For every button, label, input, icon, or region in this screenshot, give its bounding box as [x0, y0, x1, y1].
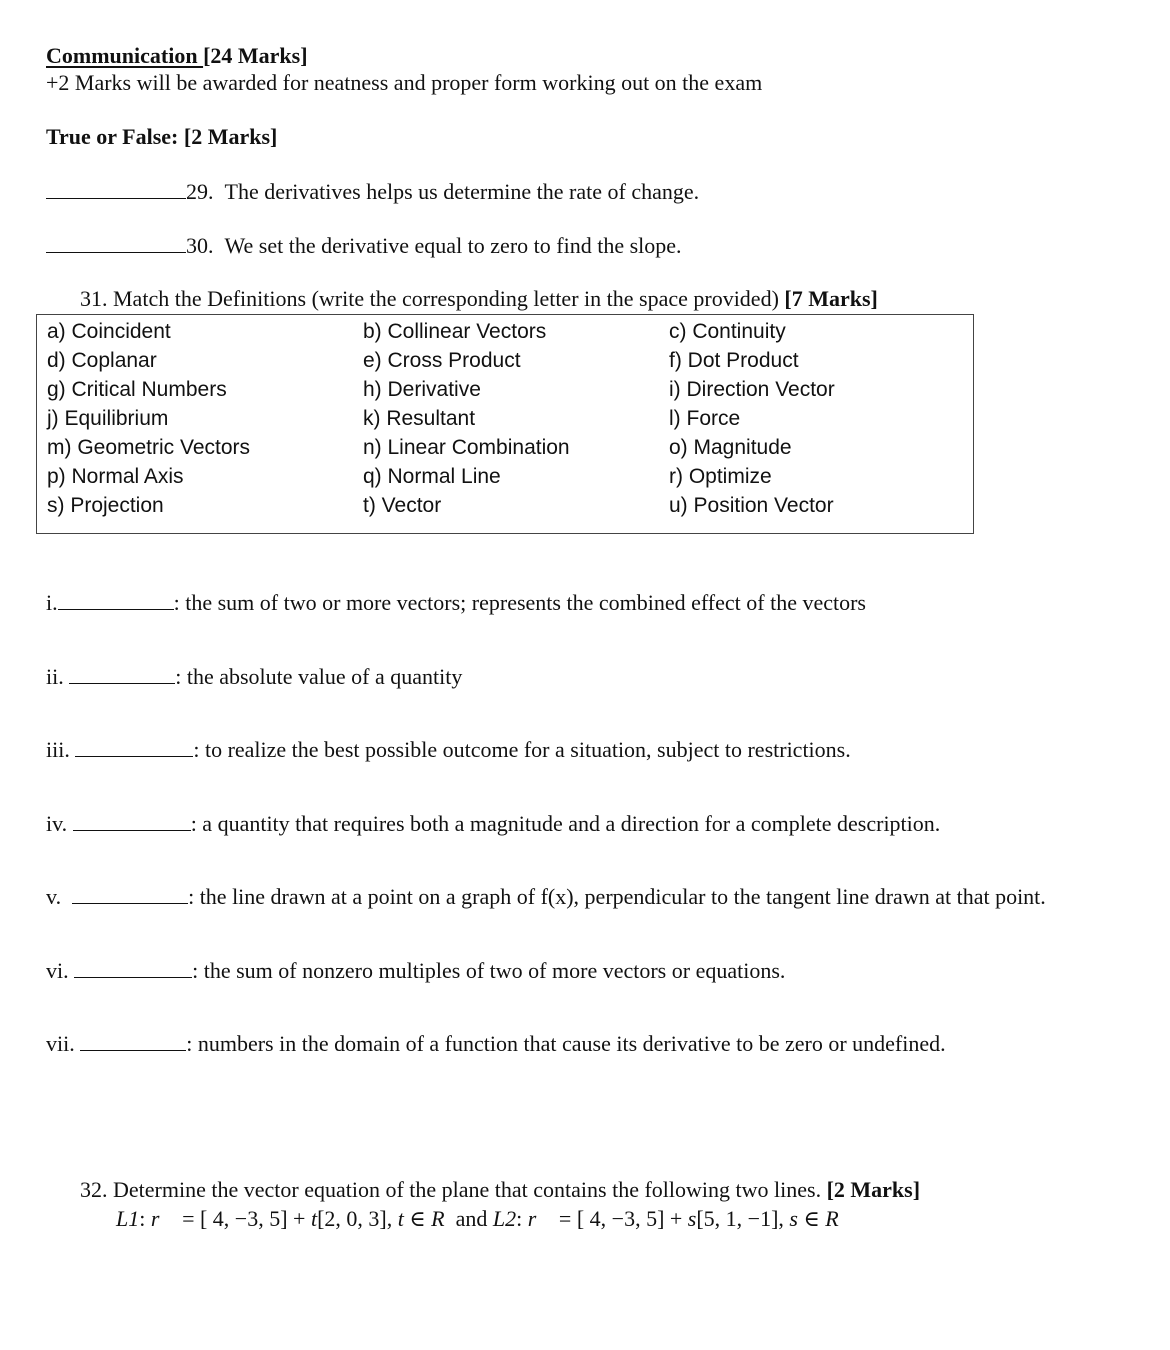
prompt-vii — [46, 1032, 946, 1055]
question-number: 30. — [186, 233, 214, 258]
definition-item: a) Coincident — [47, 320, 171, 343]
question-31 — [80, 288, 878, 310]
prompt-text: : the line drawn at a point on a graph of f(x), perpendicular to the tangent line drawn at that point. — [188, 884, 1046, 909]
definition-item: p) Normal Axis — [47, 465, 184, 488]
definition-item: f) Dot Product — [669, 349, 799, 372]
definition-item: r) Optimize — [669, 465, 772, 488]
prompt-text: : the absolute value of a quantity — [175, 664, 463, 689]
question-marks: [2 Marks] — [826, 1177, 921, 1202]
colon: : — [516, 1206, 528, 1231]
definition-item: q) Normal Line — [363, 465, 501, 488]
neatness-note: +2 Marks will be awarded for neatness and proper form working out on the exam — [46, 70, 763, 95]
line2-point: = [ 4, −3, 5] + — [558, 1206, 688, 1231]
line1-point: = [ 4, −3, 5] + — [182, 1206, 311, 1231]
definition-item: i) Direction Vector — [669, 378, 835, 401]
line1-direction: [2, 0, 3], — [317, 1206, 398, 1231]
answer-blank-29[interactable] — [46, 180, 186, 199]
page-title — [46, 45, 308, 67]
prompt-text: : a quantity that requires both a magnitude and a direction for a complete description. — [190, 811, 941, 836]
answer-blank-iv[interactable] — [73, 812, 191, 831]
element-of: ∈ — [797, 1206, 826, 1231]
prompt-numeral: vii. — [46, 1031, 75, 1056]
definition-item: e) Cross Product — [363, 349, 521, 372]
definition-item: u) Position Vector — [669, 494, 834, 517]
param-t: t — [397, 1206, 404, 1231]
prompt-vi — [46, 959, 785, 982]
prompt-numeral: iv. — [46, 811, 68, 836]
prompt-numeral: ii. — [46, 664, 64, 689]
prompt-numeral: v. — [46, 884, 62, 909]
r-vector: r⃗ — [150, 1206, 177, 1231]
question-number: 29. — [186, 179, 214, 204]
line2-direction: [5, 1, −1], — [696, 1206, 790, 1231]
answer-blank-30[interactable] — [46, 234, 186, 253]
section-marks: [24 Marks] — [203, 43, 308, 68]
answer-blank-vii[interactable] — [80, 1032, 186, 1051]
answer-blank-i[interactable] — [58, 591, 174, 610]
line2-label: L2 — [492, 1206, 517, 1231]
definition-item: m) Geometric Vectors — [47, 436, 251, 459]
definitions-table — [36, 314, 974, 534]
prompt-text: : numbers in the domain of a function that cause its derivative to be zero or undefined. — [186, 1031, 946, 1056]
question-text: The derivatives helps us determine the rate of change. — [224, 179, 700, 204]
answer-blank-vi[interactable] — [74, 959, 192, 978]
element-of: ∈ — [403, 1206, 432, 1231]
question-32 — [80, 1179, 920, 1201]
reals: R — [825, 1206, 839, 1231]
prompt-v — [46, 885, 1046, 908]
definition-item: o) Magnitude — [669, 436, 792, 459]
question-text: 32. Determine the vector equation of the plane that contains the following two lines. — [80, 1177, 827, 1202]
reals: R — [431, 1206, 445, 1231]
colon: : — [139, 1206, 151, 1231]
prompt-ii — [46, 665, 462, 688]
prompt-numeral: i. — [46, 590, 58, 615]
prompt-text: : the sum of nonzero multiples of two of more vectors or equations. — [192, 958, 786, 983]
answer-blank-v[interactable] — [72, 885, 188, 904]
definition-item: n) Linear Combination — [363, 436, 570, 459]
definition-item: b) Collinear Vectors — [363, 320, 547, 343]
param-s: s — [789, 1206, 798, 1231]
r-vector: r⃗ — [527, 1206, 554, 1231]
definition-item: t) Vector — [363, 494, 442, 517]
definition-item: g) Critical Numbers — [47, 378, 227, 401]
question-marks: [7 Marks] — [784, 286, 878, 311]
definition-item: c) Continuity — [669, 320, 786, 343]
question-29 — [46, 180, 699, 203]
definition-item: l) Force — [669, 407, 741, 430]
definition-item: s) Projection — [47, 494, 164, 517]
prompt-text: : the sum of two or more vectors; represents the combined effect of the vectors — [173, 590, 866, 615]
prompt-numeral: vi. — [46, 958, 69, 983]
definition-item: j) Equilibrium — [47, 407, 169, 430]
prompt-numeral: iii. — [46, 737, 70, 762]
answer-blank-ii[interactable] — [69, 665, 175, 684]
prompt-iv — [46, 812, 940, 835]
param-t: t — [310, 1206, 318, 1231]
true-false-heading: True or False: [2 Marks] — [46, 124, 278, 149]
prompt-iii — [46, 738, 851, 761]
and-word: and — [455, 1206, 493, 1231]
line1-label: L1 — [116, 1206, 140, 1231]
question-text: We set the derivative equal to zero to find the slope. — [224, 233, 682, 258]
question-30 — [46, 234, 682, 257]
answer-blank-iii[interactable] — [75, 738, 193, 757]
definition-item: h) Derivative — [363, 378, 481, 401]
definition-item: k) Resultant — [363, 407, 476, 430]
question-text: 31. Match the Definitions (write the corresponding letter in the space provided) — [80, 286, 785, 311]
line-equations — [116, 1208, 839, 1230]
definition-item: d) Coplanar — [47, 349, 157, 372]
section-title: Communication — [46, 43, 204, 68]
param-s: s — [687, 1206, 697, 1231]
prompt-i — [46, 591, 866, 614]
prompt-text: : to realize the best possible outcome for a situation, subject to restrictions. — [193, 737, 851, 762]
